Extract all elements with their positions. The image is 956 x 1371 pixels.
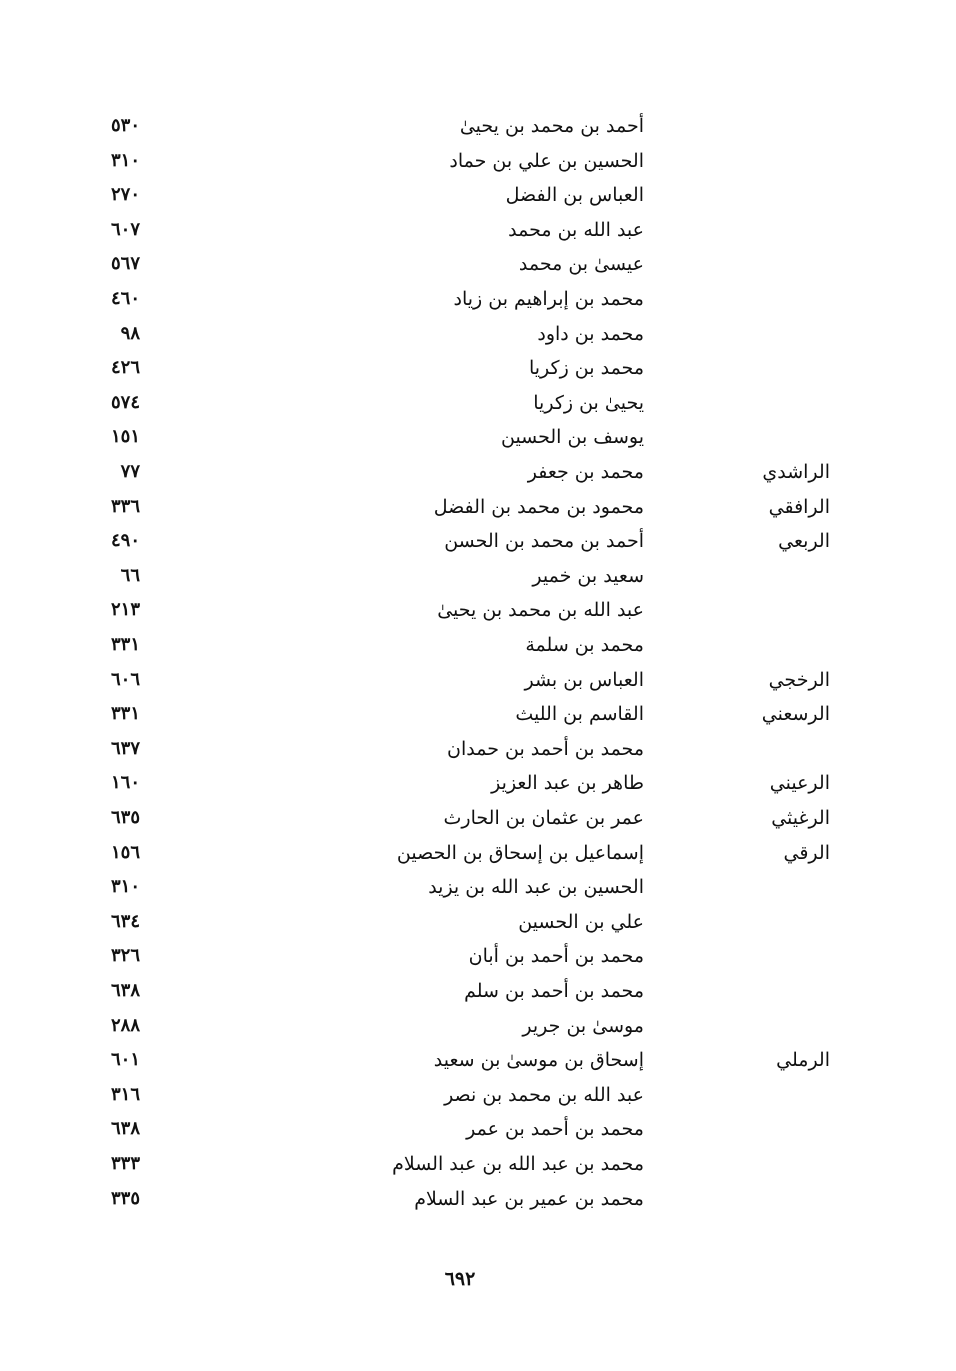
entry-page-number: ٤٢٦	[110, 357, 140, 379]
entry-page-number: ٤٩٠	[110, 530, 140, 552]
index-entry	[0, 178, 956, 212]
entry-name: محمد بن أحمد بن حمدان	[447, 737, 644, 760]
entry-page-number: ٦٠٦	[110, 668, 140, 690]
entry-nisba: الرافقي	[768, 495, 830, 518]
entry-nisba: الرسعني	[761, 703, 830, 726]
entry-page-number: ٣٣٦	[110, 495, 140, 517]
entry-page-number: ٤٦٠	[110, 288, 140, 309]
entry-page-number: ٥٣٠	[110, 115, 140, 136]
index-entry	[0, 386, 956, 420]
entry-name: موسىٰ بن جرير	[522, 1014, 644, 1037]
index-entry	[0, 905, 956, 939]
entry-name: أحمد بن محمد بن الحسن	[444, 530, 644, 553]
index-entry	[0, 732, 956, 766]
index-entry	[0, 974, 956, 1008]
entry-name: محمد بن داود	[537, 322, 644, 345]
entry-name: سعيد بن خمير	[532, 564, 644, 587]
index-entry	[0, 593, 956, 627]
entry-name: محمد بن عمير بن عبد السلام	[414, 1187, 644, 1210]
entry-nisba: الراشدي	[762, 461, 830, 483]
entry-name: إسماعيل بن إسحاق بن الحصين	[396, 841, 644, 864]
entry-page-number: ٦٣٧	[110, 737, 140, 759]
entry-name: طاهر بن عبد العزيز	[491, 772, 644, 795]
entry-name: علي بن الحسين	[518, 910, 644, 933]
index-entry	[0, 144, 956, 178]
index-entry	[0, 1078, 956, 1112]
index-entry	[0, 1043, 956, 1077]
entry-nisba: الرخجي	[768, 668, 830, 691]
entry-page-number: ٢١٣	[110, 599, 140, 621]
entry-name: يحيىٰ بن زكريا	[533, 391, 644, 414]
entry-nisba: الرغيثي	[771, 807, 830, 829]
entry-nisba: الربعي	[778, 530, 830, 553]
index-entry	[0, 1147, 956, 1181]
entry-page-number: ٦٦	[120, 564, 140, 586]
index-entry	[0, 559, 956, 593]
index-entry	[0, 317, 956, 351]
entry-page-number: ٣٣٣	[110, 1153, 140, 1174]
entry-page-number: ٦٣٤	[110, 910, 140, 932]
index-entry	[0, 939, 956, 973]
entry-name: الحسين بن علي بن حماد	[449, 149, 644, 172]
entry-page-number: ٦٠٧	[110, 218, 140, 240]
entry-name: محمد بن أحمد بن أبان	[468, 945, 644, 968]
entry-page-number: ٣١٠	[110, 876, 140, 898]
entry-name: يوسف بن الحسين	[500, 426, 644, 449]
entry-name: أحمد بن محمد بن يحيىٰ	[459, 115, 644, 137]
index-entry	[0, 1112, 956, 1146]
entry-page-number: ٥٦٧	[110, 253, 140, 275]
entry-page-number: ٣٢٦	[110, 945, 140, 967]
index-entry	[0, 836, 956, 870]
index-entry	[0, 247, 956, 281]
index-entry	[0, 663, 956, 697]
entry-page-number: ٩٨	[120, 322, 140, 344]
entry-page-number: ١٥١	[110, 426, 140, 448]
entry-name: محمد بن زكريا	[528, 357, 644, 380]
entry-nisba: الرعيني	[769, 772, 830, 795]
entry-page-number: ٣١٠	[110, 149, 140, 171]
entry-page-number: ٦٣٨	[110, 1118, 140, 1140]
entry-name: العباس بن الفضل	[505, 184, 644, 207]
index-entry	[0, 351, 956, 385]
entry-page-number: ٦٣٥	[110, 807, 140, 828]
index-entry	[0, 628, 956, 662]
entry-name: العباس بن بشر	[524, 668, 644, 691]
entry-name: إسحاق بن موسىٰ بن سعيد	[433, 1049, 644, 1072]
entry-page-number: ٣١٦	[110, 1083, 140, 1105]
index-entry	[0, 282, 956, 316]
entry-name: عيسىٰ بن محمد	[518, 253, 644, 276]
entry-nisba: الرملي	[776, 1049, 830, 1072]
entry-name: محمد بن إبراهيم بن زياد	[453, 288, 644, 310]
entry-name: محمد بن سلمة	[525, 634, 644, 656]
index-entry	[0, 524, 956, 558]
entry-page-number: ٢٨٨	[110, 1014, 140, 1036]
index-entry	[0, 1009, 956, 1043]
entry-name: الحسين بن عبد الله بن يزيد	[428, 876, 644, 899]
index-entry	[0, 801, 956, 835]
entry-nisba: الرقي	[783, 841, 830, 864]
entry-name: محمد بن أحمد بن سلم	[464, 980, 644, 1002]
entry-name: القاسم بن الليث	[515, 703, 644, 726]
entry-page-number: ١٦٠	[110, 772, 140, 794]
entry-page-number: ١٥٦	[110, 841, 140, 863]
index-entry	[0, 213, 956, 247]
entry-page-number: ٦٠١	[110, 1049, 140, 1071]
page-number: ٦٩٢	[444, 1268, 476, 1290]
entry-name: عبد الله بن محمد بن يحيىٰ	[437, 599, 644, 622]
entry-page-number: ٣٣١	[110, 634, 140, 655]
entry-name: محمد بن عبد الله بن عبد السلام	[392, 1153, 644, 1175]
entry-name: عبد الله بن محمد بن نصر	[444, 1083, 644, 1106]
index-entry	[0, 490, 956, 524]
index-entry	[0, 109, 956, 143]
entry-page-number: ٦٣٨	[110, 980, 140, 1001]
entry-name: عبد الله بن محمد	[508, 218, 644, 241]
entry-name: محمود بن محمد بن الفضل	[433, 495, 644, 518]
entry-name: محمد بن أحمد بن عمر	[466, 1118, 644, 1141]
entry-name: محمد بن جعفر	[527, 461, 644, 483]
entry-name: عمر بن عثمان بن الحارث	[443, 807, 644, 829]
index-entry	[0, 766, 956, 800]
entry-page-number: ٣٣١	[110, 703, 140, 725]
index-entry	[0, 420, 956, 454]
entry-page-number: ٥٧٤	[110, 391, 140, 413]
entry-page-number: ٧٧	[120, 461, 140, 482]
index-entry	[0, 697, 956, 731]
index-entry	[0, 455, 956, 489]
entry-page-number: ٣٣٥	[110, 1187, 140, 1209]
entry-page-number: ٢٧٠	[110, 184, 140, 206]
index-entry	[0, 870, 956, 904]
index-entry	[0, 1182, 956, 1216]
